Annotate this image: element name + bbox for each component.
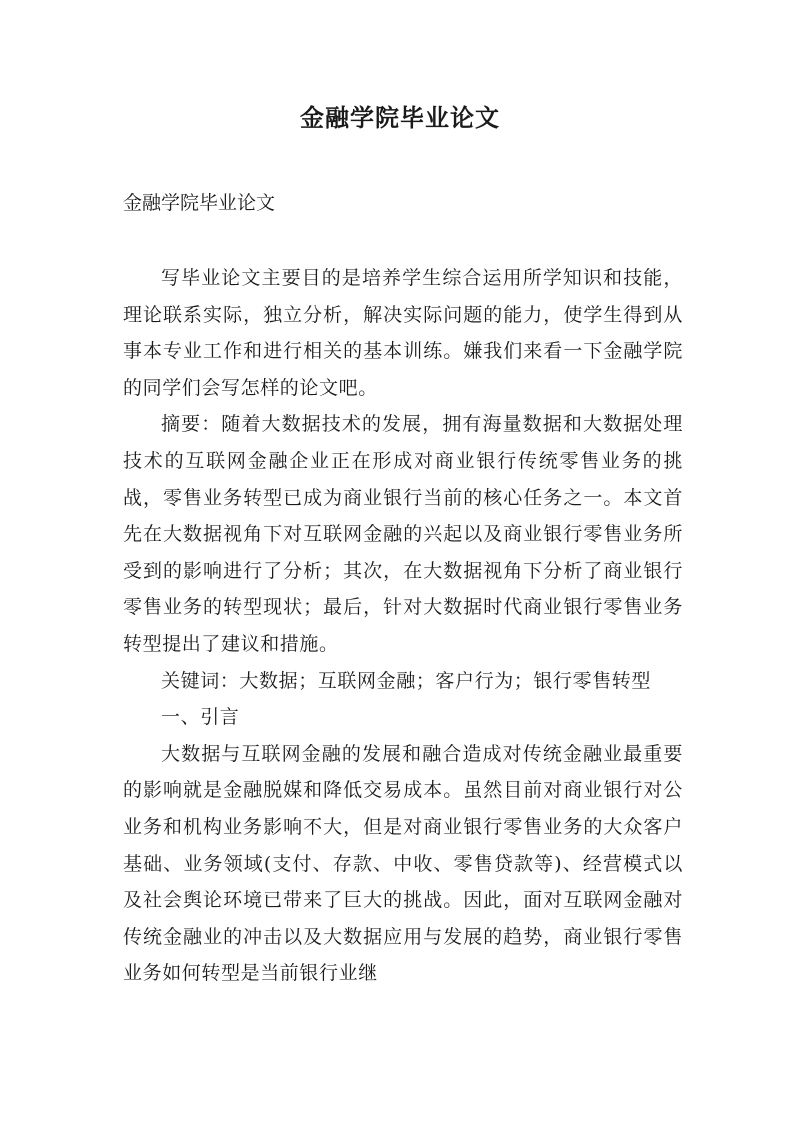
document-body xyxy=(123,260,683,992)
document-subtitle: 金融学院毕业论文 xyxy=(123,192,276,214)
abstract-paragraph: 摘要：随着大数据技术的发展，拥有海量数据和大数据处理技术的互联网金融企业正在形成对商业银行传统零售业务的挑战，零售业务转型已成为商业银行当前的核心任务之一。本文首先在大数据视角下对互联网金融的兴起以及商业银行零售业务所受到的影响进行了分析；其次，在大数据视角下分析了商业银行零售业务的转型现状；最后，针对大数据时代商业银行零售业务转型提出了建议和措施。 xyxy=(123,413,683,655)
introduction-paragraph: 大数据与互联网金融的发展和融合造成对传统金融业最重要的影响就是金融脱媒和降低交易成本。虽然目前对商业银行对公业务和机构业务影响不大，但是对商业银行零售业务的大众客户基础、业务领域(支付、存款、中收、零售贷款等)、经营模式以及社会舆论环境已带来了巨大的挑战。因此，面对互联网金融对传统金融业的冲击以及大数据应用与发展的趋势，商业银行零售业务如何转型是当前银行业继 xyxy=(123,742,683,985)
intro-paragraph: 写毕业论文主要目的是培养学生综合运用所学知识和技能，理论联系实际，独立分析，解决实际问题的能力，使学生得到从事本专业工作和进行相关的基本训练。嫌我们来看一下金融学院的同学们会写怎样的论文吧。 xyxy=(123,267,683,399)
keywords-paragraph: 关键词：大数据；互联网金融；客户行为；银行零售转型 xyxy=(161,669,652,692)
section-heading-introduction: 一、引言 xyxy=(161,706,240,729)
document-title: 金融学院毕业论文 xyxy=(300,104,500,132)
